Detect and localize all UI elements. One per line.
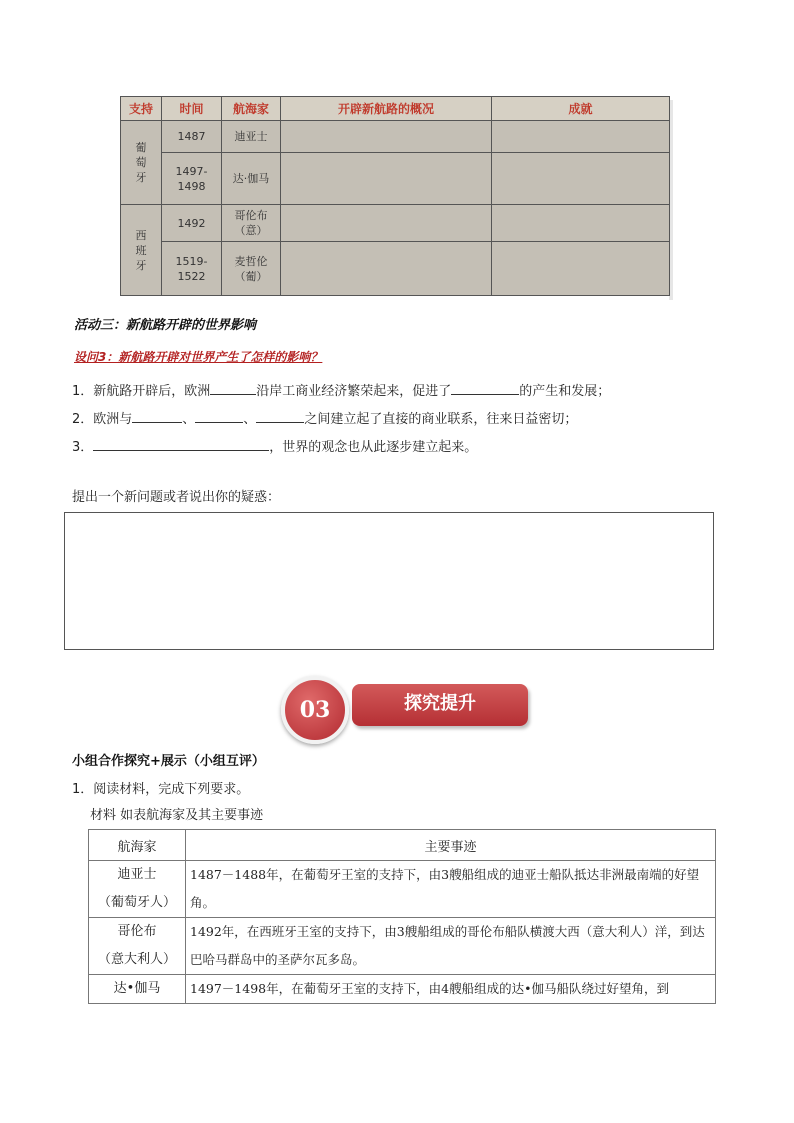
navigator-cell: 达·伽马 [222,153,281,205]
blank-2[interactable] [451,381,519,395]
line-text: ，世界的观念也从此逐步建立起来。 [269,440,478,455]
section-number-badge: 03 [281,676,349,744]
navigator-cell: 麦哲伦 （葡） [222,242,281,296]
time-cell: 1487 [162,121,222,153]
separator: 、 [182,412,196,427]
navigator-cell: 哥伦布 （意） [222,205,281,242]
overview-cell[interactable] [281,205,492,242]
country-spain: 西 班 牙 [121,205,162,296]
line-text: 3． [72,440,94,455]
header-support: 支持 [121,97,162,121]
overview-cell[interactable] [281,121,492,153]
material-caption: 材料 如表航海家及其主要事迹 [90,808,264,823]
header-navigator: 航海家 [89,830,186,861]
section-banner-title: 探究提升 [352,684,528,726]
blank-5[interactable] [256,409,304,423]
blank-3[interactable] [132,409,182,423]
overview-cell[interactable] [281,242,492,296]
navigator-name: 迪亚士 （葡萄牙人） [89,861,186,918]
achievement-cell[interactable] [492,153,670,205]
answer-box[interactable] [64,512,714,650]
overview-cell[interactable] [281,153,492,205]
activity-title: 活动三：新航路开辟的世界影响 [74,318,257,333]
navigator-deeds: 1487－1488年，在葡萄牙王室的支持下，由3艘船组成的迪亚士船队抵达非洲最南端的好望角。 [186,861,716,918]
navigator-name: 哥伦布 （意大利人） [89,918,186,975]
fill-line-1 [72,380,610,399]
navigator-deeds: 1497－1498年，在葡萄牙王室的支持下，由4艘船组成的达•伽马船队绕过好望角，到 [186,975,716,1004]
header-overview: 开辟新航路的概况 [281,97,492,121]
time-cell: 1497- 1498 [162,153,222,205]
fill-line-2 [72,408,577,427]
time-cell: 1519- 1522 [162,242,222,296]
navigation-routes-table [120,96,670,296]
country-portugal: 葡 萄 牙 [121,121,162,205]
time-cell: 1492 [162,205,222,242]
task-item-1: 1．阅读材料，完成下列要求。 [72,782,250,797]
question-prompt: 提出一个新问题或者说出你的疑惑： [72,490,281,505]
header-time: 时间 [162,97,222,121]
line-text: 1．新航路开辟后，欧洲 [72,384,211,399]
achievement-cell[interactable] [492,205,670,242]
separator: 、 [243,412,257,427]
line-text: 的产生和发展； [519,384,611,399]
navigator-cell: 迪亚士 [222,121,281,153]
achievement-cell[interactable] [492,242,670,296]
header-navigator: 航海家 [222,97,281,121]
header-main-deeds: 主要事迹 [186,830,716,861]
question-3: 设问3：新航路开辟对世界产生了怎样的影响？ [74,350,323,364]
fill-line-3 [72,436,477,455]
achievement-cell[interactable] [492,121,670,153]
navigator-name: 达•伽马 [89,975,186,1004]
navigator-deeds: 1492年，在西班牙王室的支持下，由3艘船组成的哥伦布船队横渡大西（意大利人）洋，到达巴哈马群岛中的圣萨尔瓦多岛。 [186,918,716,975]
blank-6[interactable] [93,437,269,451]
navigators-table [88,829,716,1004]
blank-1[interactable] [210,381,256,395]
line-text: 2．欧洲与 [72,412,133,427]
line-text: 沿岸工商业经济繁荣起来，促进了 [256,384,452,399]
line-text: 之间建立起了直接的商业联系，往来日益密切； [304,412,578,427]
section-title: 小组合作探究+展示（小组互评） [72,754,265,769]
blank-4[interactable] [195,409,243,423]
header-achievement: 成就 [492,97,670,121]
